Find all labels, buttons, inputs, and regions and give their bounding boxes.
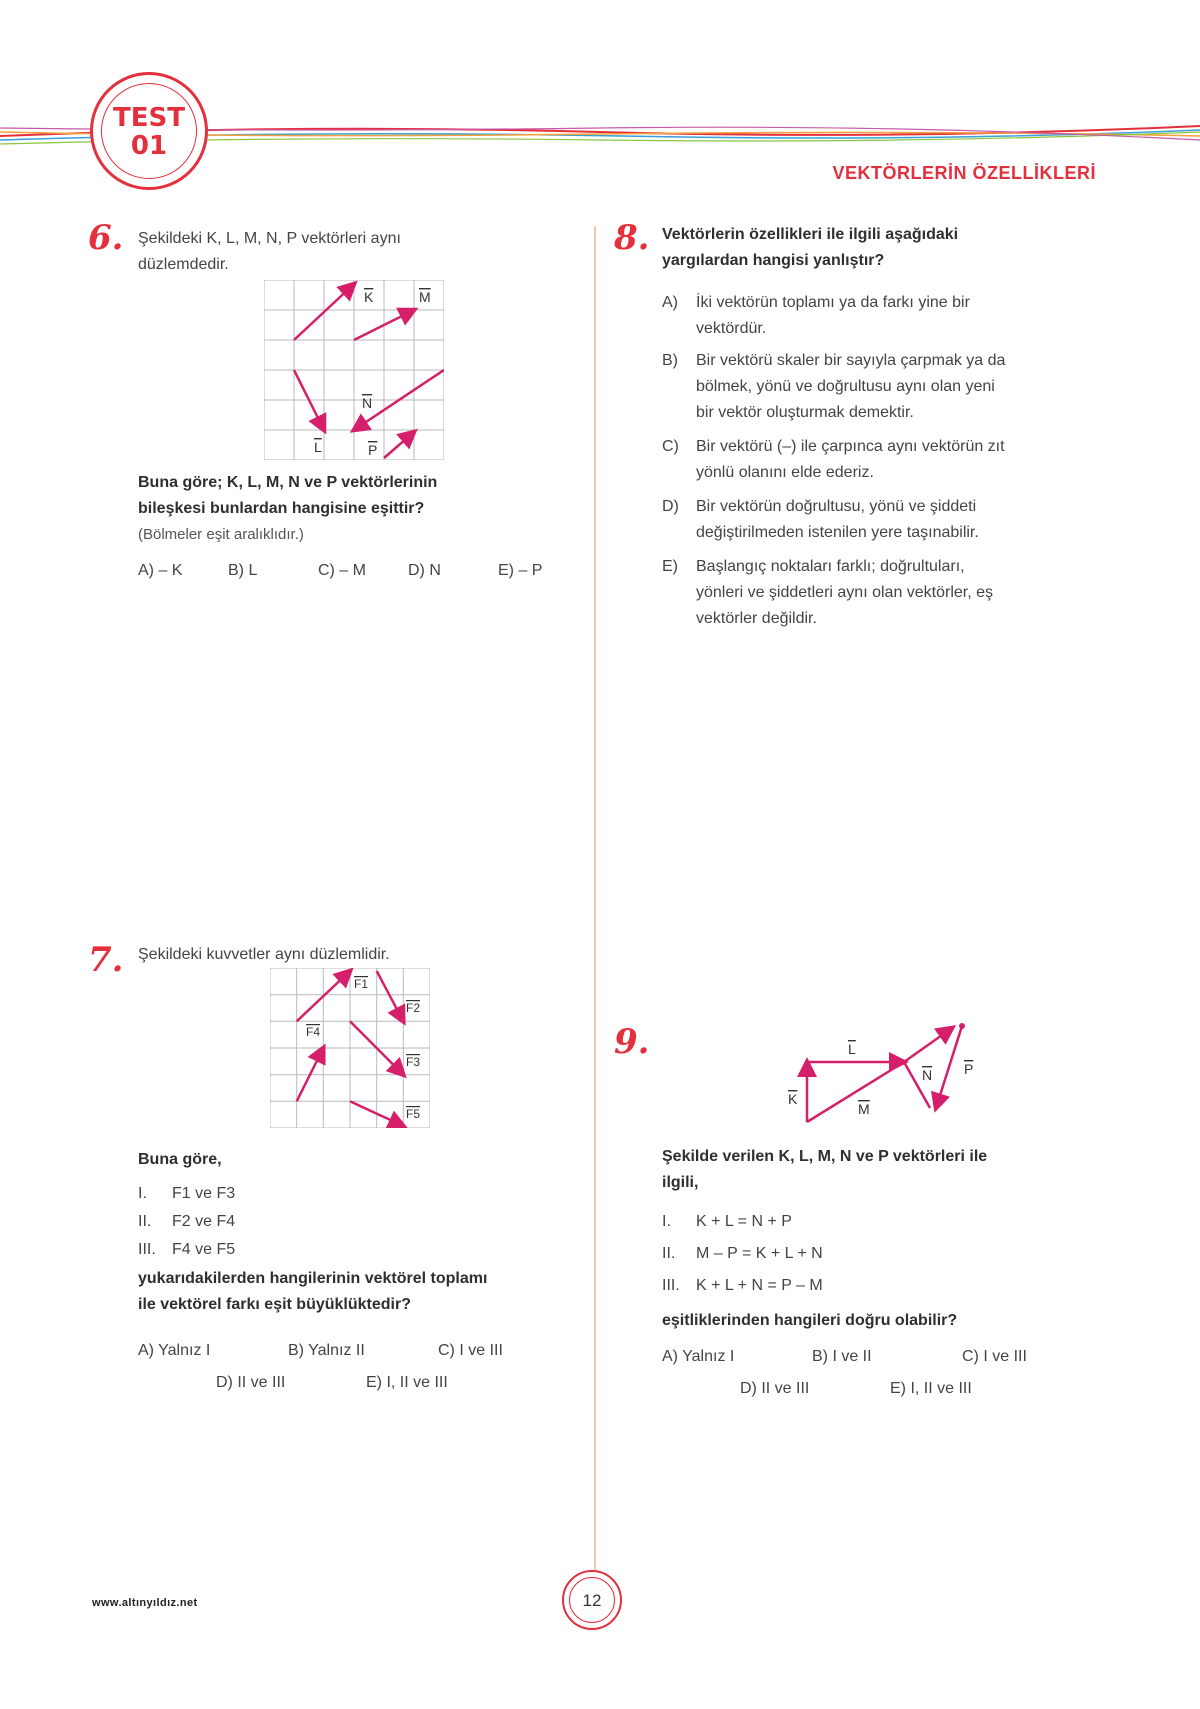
q8-option-C-line1: Bir vektörü (–) ile çarpınca aynı vektörün zıt <box>696 438 1005 455</box>
q7-item-3-text: F4 ve F5 <box>172 1241 236 1258</box>
q6-number: 6. <box>88 218 124 258</box>
q9-item-3-text: K + L + N = P – M <box>696 1277 823 1294</box>
page-number-badge <box>562 1570 622 1630</box>
q7-question-line1: yukarıdakilerden hangilerinin vektörel toplamı <box>138 1270 488 1287</box>
section-title: VEKTÖRLERİN ÖZELLİKLERİ <box>832 163 1096 183</box>
q8-option-A-line2: vektördür. <box>696 320 767 337</box>
q8-option-C[interactable] <box>662 434 1005 460</box>
q6-label-P: P <box>368 442 378 458</box>
q7-label-F2: F2 <box>406 1001 421 1015</box>
q8-stem-line2: yargılardan hangisi yanlıştır? <box>662 252 885 269</box>
q7-label-F1: F1 <box>354 977 369 991</box>
q7-question-line2: ile vektörel farkı eşit büyüklüktedir? <box>138 1296 411 1313</box>
q7-label-F5: F5 <box>406 1107 421 1121</box>
q7-item-2-text: F2 ve F4 <box>172 1213 236 1230</box>
q7-intro: Şekildeki kuvvetler aynı düzlemlidir. <box>138 946 390 963</box>
q8-option-E-line2: yönleri ve şiddetleri aynı olan vektörler, eş <box>696 584 994 601</box>
q6-vector-grid-figure <box>264 280 444 460</box>
q8-option-B-line3: bir vektör oluşturmak demektir. <box>696 404 914 421</box>
q6-stem-line1: Buna göre; K, L, M, N ve P vektörlerinin <box>138 474 438 491</box>
q8-option-A[interactable] <box>662 290 970 316</box>
q8-option-D-line1: Bir vektörün doğrultusu, yönü ve şiddeti <box>696 498 977 515</box>
q8-option-D[interactable] <box>662 494 976 520</box>
q8-option-A-line1: İki vektörün toplamı ya da farkı yine bir <box>696 294 970 311</box>
q8-option-B[interactable] <box>662 348 1005 374</box>
q6-stem-line2: bileşkesi bunlardan hangisine eşittir? <box>138 500 425 517</box>
q8-option-B-letter: B) <box>662 352 678 369</box>
q9-label-L: L <box>848 1041 856 1057</box>
q9-item-1-num: I. <box>662 1213 671 1230</box>
q7-option-E[interactable]: E) I, II ve III <box>366 1374 448 1391</box>
q8-stem-line1: Vektörlerin özellikleri ile ilgili aşağıdaki <box>662 226 959 243</box>
badge-line1: TEST <box>113 103 185 133</box>
q9-item-2-num: II. <box>662 1245 676 1262</box>
q7-item-2 <box>138 1208 235 1235</box>
q6-option-B[interactable]: B) L <box>228 562 258 579</box>
q6-intro-line1: Şekildeki K, L, M, N, P vektörleri aynı <box>138 230 401 247</box>
q9-option-C[interactable]: C) I ve III <box>962 1348 1027 1365</box>
page-number: 12 <box>569 1577 615 1623</box>
footer-url[interactable]: www.altınyıldız.net <box>92 1597 198 1609</box>
q7-stem: Buna göre, <box>138 1151 222 1168</box>
q9-option-D[interactable]: D) II ve III <box>740 1380 810 1397</box>
q9-number: 9. <box>614 1022 650 1062</box>
q9-item-3-num: III. <box>662 1277 680 1294</box>
q6-option-A[interactable]: A) – K <box>138 562 183 579</box>
q9-label-P: P <box>964 1061 974 1077</box>
q9-item-3 <box>662 1272 823 1299</box>
q6-vector-P <box>384 432 414 458</box>
q9-vector-P <box>936 1026 962 1108</box>
q6-grid-lines <box>264 280 444 460</box>
q9-stem-line2: ilgili, <box>662 1174 699 1191</box>
q6-label-K: K <box>364 289 374 305</box>
q7-item-3 <box>138 1236 235 1263</box>
column-divider <box>594 226 596 1588</box>
q7-item-1-num: I. <box>138 1185 147 1202</box>
q9-item-2 <box>662 1240 823 1267</box>
q8-option-C-letter: C) <box>662 438 679 455</box>
q9-item-1 <box>662 1208 792 1235</box>
q9-item-2-text: M – P = K + L + N <box>696 1245 823 1262</box>
q8-option-C-line2: yönlü olanını elde ederiz. <box>696 464 874 481</box>
q8-option-D-letter: D) <box>662 498 679 515</box>
q7-item-1-text: F1 ve F3 <box>172 1185 236 1202</box>
q7-item-1 <box>138 1180 235 1207</box>
q7-option-C[interactable]: C) I ve III <box>438 1342 503 1359</box>
q8-option-A-letter: A) <box>662 294 678 311</box>
q6-option-D[interactable]: D) N <box>408 562 441 579</box>
q6-label-N: N <box>362 395 373 411</box>
q6-intro-line2: düzlemdedir. <box>138 256 229 273</box>
q9-label-M: M <box>858 1101 870 1117</box>
q6-note: (Bölmeler eşit aralıklıdır.) <box>138 526 304 543</box>
q7-option-B[interactable]: B) Yalnız II <box>288 1342 365 1359</box>
q9-option-E[interactable]: E) I, II ve III <box>890 1380 972 1397</box>
q8-option-E-line1: Başlangıç noktaları farklı; doğrultuları, <box>696 558 965 575</box>
q6-option-E[interactable]: E) – P <box>498 562 543 579</box>
q7-option-D[interactable]: D) II ve III <box>216 1374 286 1391</box>
q9-stem-line1: Şekilde verilen K, L, M, N ve P vektörleri ile <box>662 1148 988 1165</box>
q9-item-1-text: K + L = N + P <box>696 1213 792 1230</box>
q9-question: eşitliklerinden hangileri doğru olabilir? <box>662 1312 958 1329</box>
q6-label-M: M <box>419 289 431 305</box>
q8-option-D-line2: değiştirilmeden istenilen yere taşınabilir. <box>696 524 979 541</box>
q7-vector-F2 <box>377 971 404 1021</box>
q7-label-F3: F3 <box>406 1055 421 1069</box>
q7-item-3-num: III. <box>138 1241 156 1258</box>
q6-option-C[interactable]: C) – M <box>318 562 366 579</box>
q9-label-K: K <box>788 1091 798 1107</box>
q8-number: 8. <box>614 218 650 258</box>
q7-force-grid-figure <box>270 968 430 1128</box>
q7-grid-lines <box>270 968 430 1128</box>
q8-option-B-line1: Bir vektörü skaler bir sayıyla çarpmak ya da <box>696 352 1006 369</box>
q6-label-L: L <box>314 439 322 455</box>
badge-line2: 01 <box>130 131 168 161</box>
q9-option-A[interactable]: A) Yalnız I <box>662 1348 735 1365</box>
q7-item-2-num: II. <box>138 1213 152 1230</box>
q9-vector-N <box>904 1028 952 1062</box>
q8-option-E-letter: E) <box>662 558 678 575</box>
q7-number: 7. <box>88 940 124 980</box>
q9-vector-figure <box>780 1010 990 1130</box>
q8-option-E[interactable] <box>662 554 965 580</box>
q7-label-F4: F4 <box>306 1025 321 1039</box>
q9-option-B[interactable]: B) I ve II <box>812 1348 872 1365</box>
q9-label-N: N <box>922 1067 933 1083</box>
test-badge <box>90 72 208 190</box>
q8-option-B-line2: bölmek, yönü ve doğrultusu aynı olan yeni <box>696 378 995 395</box>
q7-option-A[interactable]: A) Yalnız I <box>138 1342 211 1359</box>
q9-vector-M <box>807 1062 904 1122</box>
q8-option-E-line3: vektörler değildir. <box>696 610 817 627</box>
